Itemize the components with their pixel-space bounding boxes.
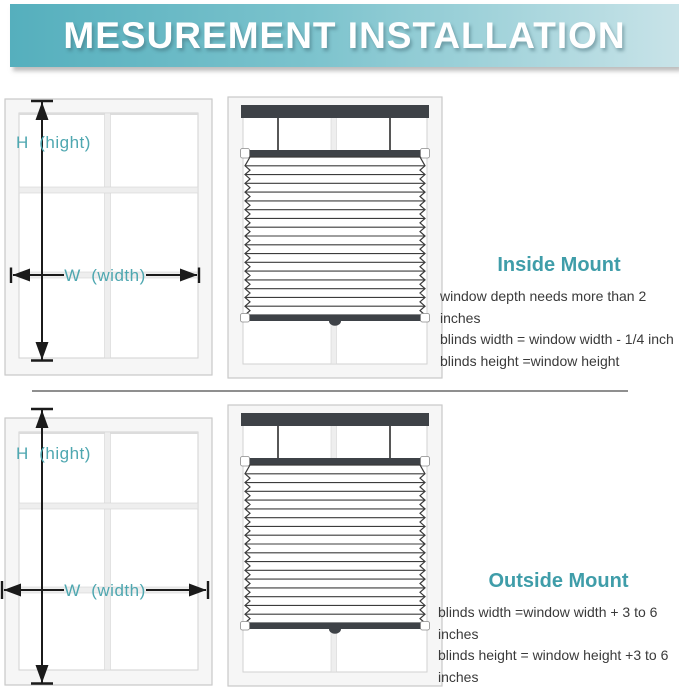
rail-end-cap [421,314,430,323]
window-blind-illustration-inside [225,94,445,381]
blind-bottom-rail [247,315,423,322]
mount-rule: blinds width = window width - 1/4 inch [440,331,674,347]
rail-end-cap [421,457,430,467]
mullion-vertical [105,113,111,358]
height-label: H (hight) [16,444,91,463]
window-blind-illustration-outside [225,402,445,689]
mount-rule: blinds height =window height [440,352,620,369]
blind-top-rail [247,458,423,465]
mullion-vertical [105,432,111,670]
rail-end-cap [421,149,430,159]
banner [10,4,679,67]
window-measure-illustration-inside [0,95,220,380]
pleated-shade [245,465,425,623]
mullion-horizontal [19,187,198,193]
mount-heading: Inside Mount [497,254,621,276]
window-measure-illustration-outside [0,403,220,689]
height-label: H (hight) [16,133,91,152]
rail-end-cap [241,149,250,159]
rail-end-cap [241,457,250,467]
mount-rule: blinds height = window height +3 to 6 inches [438,647,669,685]
banner-title: MESUREMENT INSTALLATION [63,14,626,56]
mullion-horizontal [19,503,198,509]
mount-rule: blinds width =window width + 3 to 6 inches [438,604,658,642]
blind-bottom-rail [247,623,423,630]
rail-end-cap [241,314,250,323]
rail-end-cap [241,622,250,631]
width-label: W (width) [64,266,146,285]
inside-mount-info [440,254,678,372]
width-label: W (width) [64,581,146,600]
outside-mount-info [438,570,679,688]
rail-end-cap [421,622,430,631]
mount-rule: window depth needs more than 2 inches [440,288,647,326]
pleated-shade [245,157,425,315]
divider-line [32,390,628,392]
blind-valance [241,105,429,118]
blind-top-rail [247,150,423,157]
blind-valance [241,413,429,426]
mount-heading: Outside Mount [488,570,629,592]
